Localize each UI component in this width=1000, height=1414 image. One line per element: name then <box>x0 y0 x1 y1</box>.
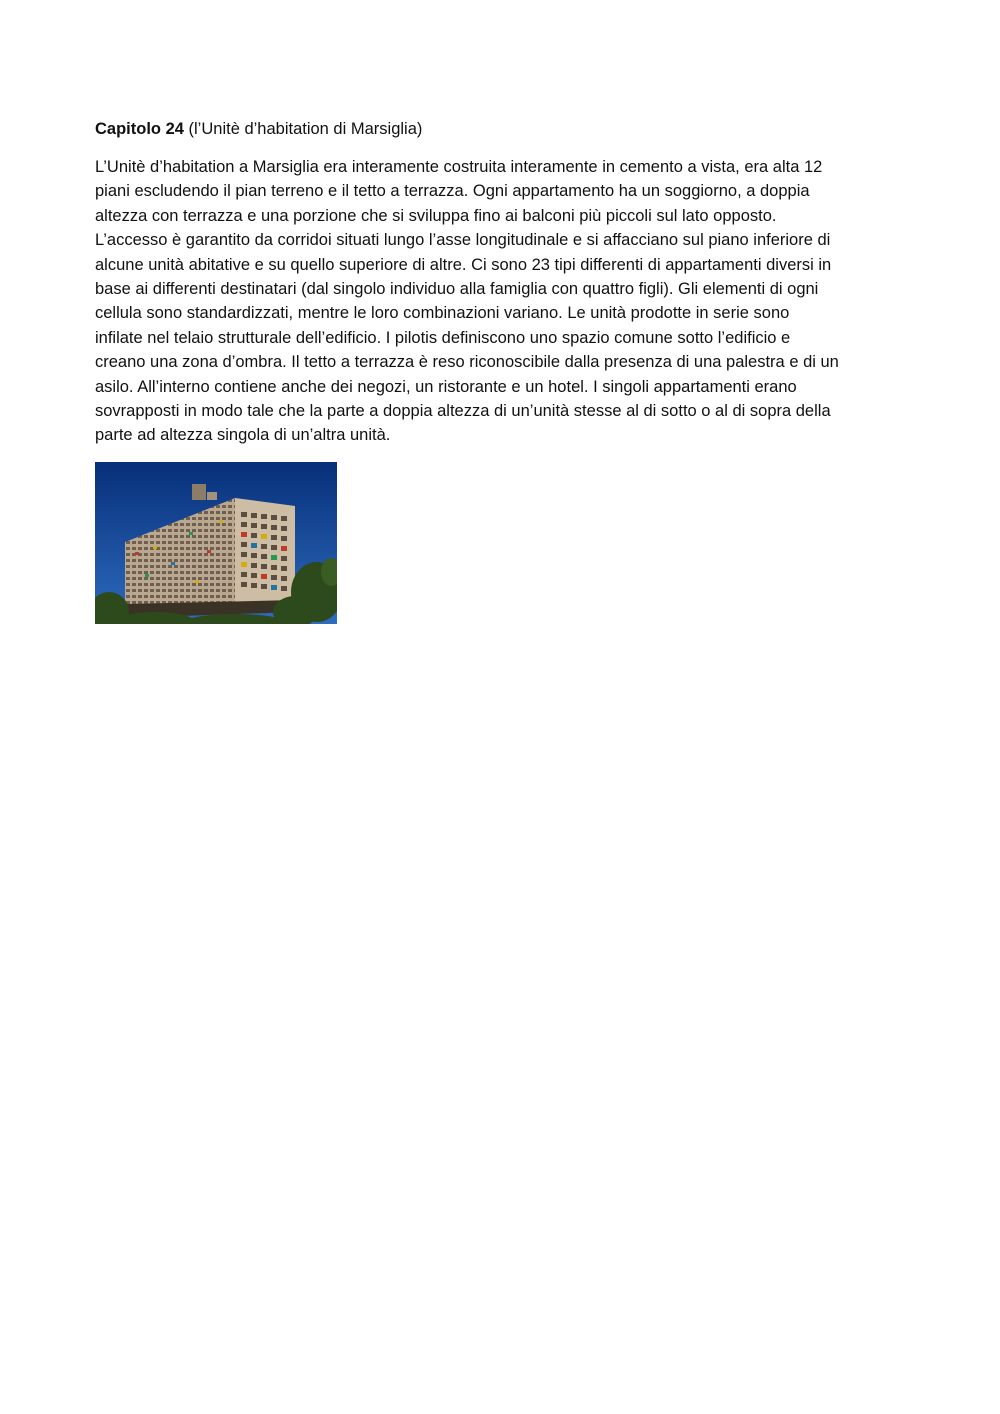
paragraph-line: creano una zona d’ombra. Il tetto a terrazza è reso riconoscibile dalla presenza di una palestra e di un <box>95 353 839 372</box>
roof-tower <box>192 484 206 500</box>
paragraph-line: base ai differenti destinatari (dal singolo individuo alla famiglia con quattro figli). Gli elementi di ogni <box>95 280 819 299</box>
paragraph-line: sovrapposti in modo tale che la parte a doppia altezza di un’unità stesse al di sotto o al di sopra della <box>95 402 831 421</box>
chapter-heading <box>95 117 905 141</box>
paragraph-line: asilo. All’interno contiene anche dei negozi, un ristorante e un hotel. I singoli appartamenti erano <box>95 377 797 396</box>
building-photo <box>95 462 337 624</box>
chapter-number: Capitolo 24 <box>95 120 184 138</box>
paragraph-line: parte ad altezza singola di un’altra unità. <box>95 426 391 445</box>
paragraph-line: L’accesso è garantito da corridoi situati lungo l’asse longitudinale e si affacciano sul piano inferiore di <box>95 231 831 250</box>
paragraph-line: alcune unità abitative e su quello superiore di altre. Ci sono 23 tipi differenti di appartamenti diversi in <box>95 255 832 274</box>
paragraph-line: infilate nel telaio strutturale dell’edificio. I pilotis definiscono uno spazio comune sotto l’edificio e <box>95 328 791 347</box>
body-paragraph <box>95 155 905 448</box>
document-page <box>95 117 905 448</box>
paragraph-line: altezza con terrazza e una porzione che si sviluppa fino ai balconi più piccoli sul lato opposto. <box>95 206 777 225</box>
paragraph-line: cellula sono standardizzati, mentre le loro combinazioni variano. Le unità prodotte in serie sono <box>95 304 790 323</box>
paragraph-line: piani escludendo il pian terreno e il tetto a terrazza. Ogni appartamento ha un soggiorno, a doppia <box>95 182 810 201</box>
paragraph-line: L’Unitè d’habitation a Marsiglia era interamente costruita interamente in cemento a vista, era alta 12 <box>95 158 823 176</box>
chapter-subtitle: (l’Unitè d’habitation di Marsiglia) <box>183 120 423 138</box>
roof-block <box>207 492 217 500</box>
